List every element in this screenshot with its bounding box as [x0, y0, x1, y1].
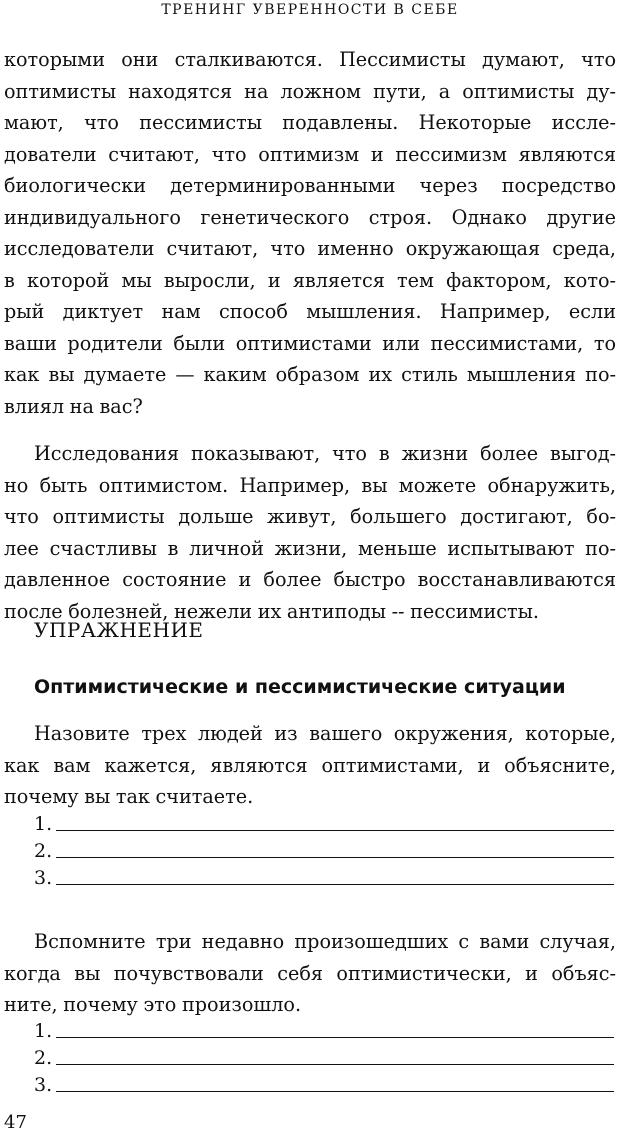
text-line: лее счастливы в личной жизни, меньше испытывают по- — [4, 536, 616, 560]
text-line: ваши родители были оптимистами или пессимистами, то — [4, 331, 616, 355]
exercise-task-2 — [4, 926, 616, 1021]
text-line: в которой мы выросли, и является тем фактором, кото- — [4, 268, 616, 292]
text-line: дователи считают, что оптимизм и пессимизм являются — [4, 142, 616, 166]
answer-blank — [56, 1071, 614, 1092]
page-number: 47 — [4, 1112, 27, 1133]
answer-list-1 — [34, 808, 614, 889]
answer-list-2 — [34, 1015, 614, 1096]
answer-line — [34, 862, 614, 889]
section-title: УПРАЖНЕНИЕ — [34, 618, 204, 642]
text-line: как вы думаете — каким образом их стиль мышления по- — [4, 363, 616, 386]
answer-line — [34, 835, 614, 862]
text-line: что оптимисты дольше живут, большего достигают, бо- — [4, 505, 616, 528]
answer-number: 2. — [34, 1047, 53, 1069]
text-line: но быть оптимистом. Например, вы можете обнаружить, — [4, 473, 616, 497]
text-line: после болезней, нежели их антиподы -- пессимисты. — [4, 599, 539, 623]
text-line: которыми они сталкиваются. Пессимисты думают, что — [4, 48, 616, 71]
text-line: Назовите трех людей из вашего окружения, которые, — [34, 722, 616, 745]
answer-line — [34, 1069, 614, 1096]
text-line: влиял на вас? — [4, 394, 143, 418]
answer-number: 3. — [34, 1074, 53, 1096]
text-line: как вам кажется, являются оптимистами, и объясните, — [4, 753, 616, 777]
text-line: когда вы почувствовали себя оптимистически, и объяс- — [4, 961, 616, 985]
body-paragraph-2 — [4, 438, 616, 627]
text-line: оптимисты находятся на ложном пути, а оптимисты ду- — [4, 79, 616, 103]
answer-number: 1. — [34, 813, 53, 835]
answer-blank — [56, 1017, 614, 1038]
answer-blank — [56, 837, 614, 858]
answer-blank — [56, 1044, 614, 1065]
running-head: ТРЕНИНГ УВЕРЕННОСТИ В СЕБЕ — [161, 2, 459, 18]
answer-line — [34, 808, 614, 835]
body-paragraph-1 — [4, 44, 616, 422]
answer-number: 1. — [34, 1020, 53, 1042]
answer-blank — [56, 864, 614, 885]
text-line: Вспомните три недавно произошедших с вами случая, — [34, 930, 616, 953]
answer-number: 3. — [34, 867, 53, 889]
answer-line — [34, 1015, 614, 1042]
text-line: давленное состояние и более быстро восстанавливаются — [4, 568, 616, 591]
text-line: мают, что пессимисты подавлены. Некоторые иссле- — [4, 111, 616, 134]
text-line: рый диктует нам способ мышления. Например, если — [4, 300, 616, 323]
exercise-subtitle: Оптимистические и пессимистические ситуации — [34, 676, 566, 698]
answer-blank — [56, 810, 614, 831]
text-line: Исследования показывают, что в жизни более выгод- — [34, 442, 616, 465]
text-line: исследователи считают, что именно окружающая среда, — [4, 237, 616, 260]
text-line: индивидуального генетического строя. Однако другие — [4, 205, 616, 229]
exercise-task-1 — [4, 718, 616, 813]
text-line: почему вы так считаете. — [4, 785, 254, 808]
answer-line — [34, 1042, 614, 1069]
text-line: биологически детерминированными через посредство — [4, 174, 616, 197]
text-line: ните, почему это произошло. — [4, 993, 302, 1016]
answer-number: 2. — [34, 840, 53, 862]
